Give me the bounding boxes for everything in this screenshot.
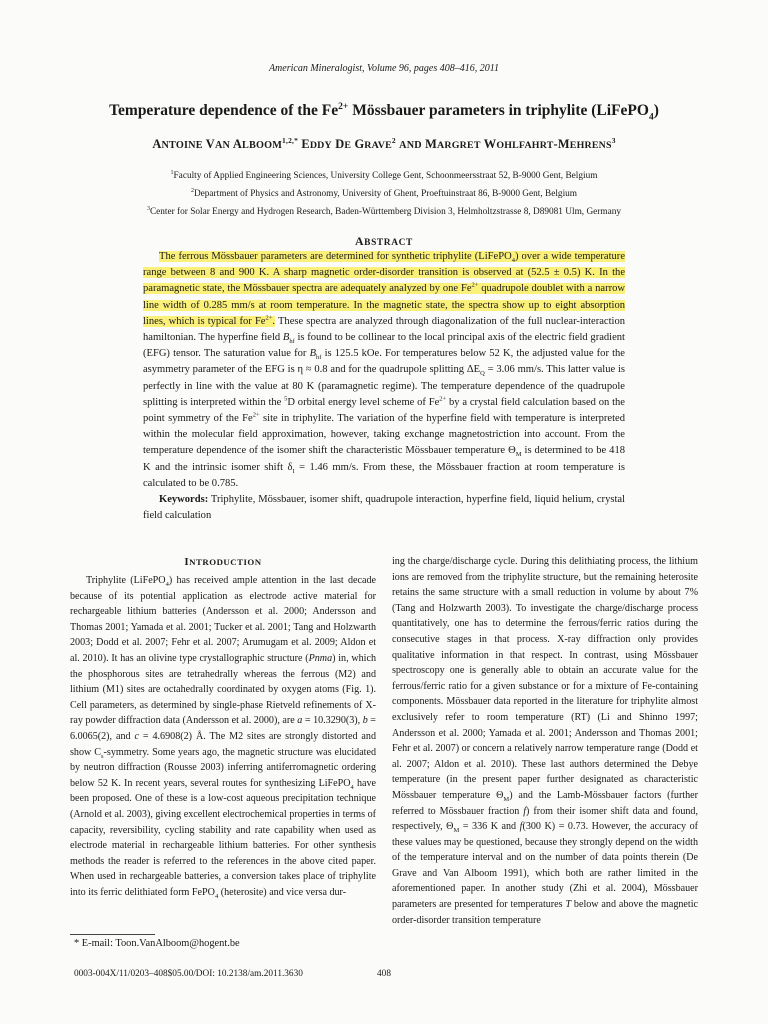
affiliation-3: $^3$Center for Solar Energy and Hydrogen Research, Baden-Württemberg Division 3, Helmholtzstrasse 8, D89081 Ulm, Germany: [146, 206, 622, 218]
author-3: MARGRET WOHLFAHRT-MEHRENS$^3$: [425, 136, 616, 152]
right-column: [392, 554, 698, 928]
author-1: ANTOINE VAN $ALBOOM^{1,2,*}$: [152, 136, 299, 152]
doi-line: 0003-004X/11/0203–408$05.00/DOI: 10.2138/am.2011.3630: [74, 969, 303, 979]
keywords: Keywords: Triphylite, Mössbauer, isomer shift, quadrupole interaction, hyperfine field, liquid helium, crystal field calculation: [143, 494, 625, 522]
affiliation-2: $^2$Department of Physics and Astronomy, University of Ghent, Proeftuinstraat 86, B-9000 Gent, Belgium: [190, 188, 578, 200]
affiliations: [0, 166, 768, 220]
page-number: 408: [377, 969, 391, 979]
corresponding-author-footnote: * E-mail: Toon.VanAlboom@hogent.be: [74, 938, 240, 949]
author-2: EDDY DE GRAVE$^2$: [301, 136, 396, 152]
footnote-divider: [70, 934, 155, 935]
introduction-heading: INTRODUCTION: [184, 556, 262, 568]
intro-continuation: ing the charge/discharge cycle. During this delithiating process, the lithium ions are removed from the triphylite structure, but the remaining heterosite retains the same structure with a small reduction in volume by about 7% (Tang and Holzwarth 2003). To investigate the charge/discharge process quantitatively, one has to determine the ferrous/ferric ratios during the consecutive stages in that process. X-ray diffraction only provides qualitative information in that respect. In contrast, using Mössbauer spectroscopy one is generally able to obtain an accurate value for the ferrous/ferric ratio for a given substance or for a mixture of Fe-containing components. Mössbauer data reported in the literature for triphylite almost exclusively refer to room temperature (RT) (Li and Shinno 1997; Andersson et al. 2000; Yamada et al. 2001; Andersson and Thomas 2001; Fehr et al. 2007) or concern a relatively narrow temperature range (Dodd et al. 2007; Aldon et al. 2010). These last authors determined the Debye temperature (in the present paper further designated as characteristic Mössbauer temperature $\Theta_M$) and the Lamb-Mössbauer factors (further referred to Mössbauer fraction f) from their isomer shift data and found, respectively, $\Theta_M = 336$ K and f(300 K) = 0.73. However, the accuracy of these values may be questioned, because they strongly depend on the width of the temperature interval and on the number of data points therein (De Grave and Van Alboom 1991), which both are rather limited in the aforementioned paper. In another study (Zhi et al. 2004), Mössbauer parameters are presented for temperatures T below and above the magnetic order-disorder transition temperature: [392, 556, 698, 926]
left-column: [70, 573, 376, 900]
abstract-paragraph: The ferrous Mössbauer parameters are determined for synthetic triphylite (LiFePO$_4$) over a wide temperature range between 8 and 900 K. A sharp magnetic order-disorder transition is observed at (52.5 ± 0.5) K. In the paramagnetic state, the Mössbauer spectra are adequately analyzed by one $Fe^{2+}$ quadrupole doublet with a narrow line width of 0.285 mm/s at room temperature. In the magnetic state, the spectra show up to eight absorption lines, which is typical for $Fe^{2+}$. These spectra are analyzed through diagonalization of the full nuclear-interaction hamiltonian. The hyperfine field $B_{hf}$ is found to be collinear to the local principal axis of the electric field gradient (EFG) tensor. The saturation value for $B_{hf}$ is 125.5 kOe. For temperatures below 52 K, the adjusted value for the asymmetry parameter of the EFG is η ≈ 0.8 and for the quadrupole splitting $\Delta E_Q = 3.06$ mm/s. This latter value is perfectly in line with the value at 80 K (paramagnetic regime). The temperature dependence of the quadrupole splitting is interpreted within the $^5$D orbital energy level scheme of $Fe^{2+}$ by a crystal field calculation based on the point symmetry of the $Fe^{2+}$ site in triphylite. The variation of the hyperfine field with temperature is interpreted within the molecular field approximation, however, taking exchange magnetostriction into account. From the temperature dependence of the isomer shift the characteristic Mössbauer temperature $\Theta_M$ is determined to be 418 K and the intrinsic isomer shift $\delta_I = 1.46$ mm/s. From these, the Mössbauer fraction at room temperature is calculated to be 0.785.: [143, 251, 626, 489]
highlighted-text: The ferrous Mössbauer parameters are determined for synthetic triphylite (LiFePO$_4$) over a wide temperature range between 8 and 900 K. A sharp magnetic order-disorder transition is observed at (52.5 ± 0.5) K. In the paramagnetic state, the Mössbauer spectra are adequately analyzed by one $Fe^{2+}$ quadrupole doublet with a narrow line width of 0.285 mm/s at room temperature. In the magnetic state, the spectra show up to eight absorption lines, which is typical for $Fe^{2+}$.: [143, 251, 626, 327]
affiliation-1: $^1$Faculty of Applied Engineering Sciences, University College Gent, Schoonmeersstraat 52, B-9000 Gent, Belgium: [170, 170, 598, 182]
abstract-body: [143, 249, 625, 524]
journal-citation: American Mineralogist, Volume 96, pages 408–416, 2011: [268, 63, 500, 74]
paper-title: Temperature dependence of the $Fe^{2+}$ Mössbauer parameters in triphylite (LiFePO$_4$): [109, 102, 659, 123]
author-list: [0, 136, 768, 152]
intro-paragraph: Triphylite (LiFePO$_4$) has received ample attention in the last decade because of its potential application as electrode active material for rechargeable lithium batteries (Andersson et al. 2000; Andersson and Thomas 2001; Yamada et al. 2001; Tucker et al. 2001; Tang and Holzwarth 2003; Dodd et al. 2007; Fehr et al. 2007; Arumugam et al. 2009; Aldon et al. 2010). It has an olivine type crystallographic structure (Pnma) in, which the phosphorous sites are tetrahedrally whereas the ferrous (M2) and lithium (M1) sites are octahedrally coordinated by oxygen atoms (Fig. 1). Cell parameters, as determined by single-phase Rietveld refinements of X-ray powder diffraction data (Andersson et al. 2000), are a = 10.3290(3), b = 6.0065(2), and c = 4.6908(2) Å. The M2 sites are strongly distorted and show $C_s$-symmetry. Some years ago, the magnetic structure was elucidated by neutron diffraction (Rousse 2003) inferring antiferromagnetic ordering below 52 K. In recent years, several routes for synthesizing LiFePO$_4$ have been proposed. One of these is a low-cost aqueous precipitation technique (Arnold et al. 2003), giving excellent electrochemical properties in terms of capacity, reversibility, cycling stability and rate capability when used as electrode material in rechargeable lithium batteries. For other synthesis methods the reader is referred to the references in the above cited paper. When used in rechargeable batteries, a conversion takes place of triphylite into its ferric delithiated form FePO$_4$ (heterosite) and vice versa dur-: [70, 575, 377, 900]
abstract-heading: ABSTRACT: [355, 234, 413, 248]
author-joiner: AND: [399, 140, 422, 152]
